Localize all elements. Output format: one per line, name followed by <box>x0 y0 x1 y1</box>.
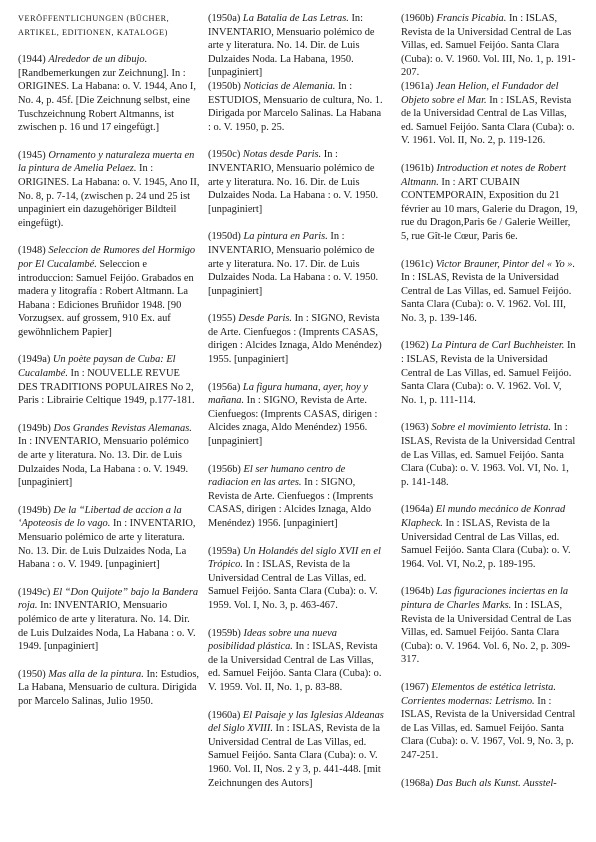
entry-title: El Paisaje y las Iglesias Aldeanas del Siglo XVIII. <box>208 709 384 735</box>
entry-title: Seleccion de Rumores del Hormigo por El Cucalambé. <box>18 245 196 270</box>
bibliography-entry <box>401 339 579 407</box>
entry-title: Ideas sobre una nueva posibilidad plástica. <box>208 627 337 653</box>
entry-reference: (1960a) <box>208 709 243 721</box>
entry-reference: (1949a) <box>18 354 53 366</box>
entry-title: Alrededor de un dibujo. <box>48 54 148 66</box>
entry-details: In : ISLAS, Revista de la Universidad Central de Las Villas, ed. Samuel Feijóo. Santa Clara (Cuba): o. V. 1963. Vol. VI, No. 1, p. 141-148. <box>401 422 576 488</box>
bibliography-entry <box>208 627 386 695</box>
entry-paragraph <box>401 777 579 791</box>
entry-details: In : ORIGINES. La Habana: o. V. 1945, Ano II, No. 8, p. 7-14, (zwischen p. 24 und 25 ist unpaginiert ein dazugehöriger Bildteil eingefügt). <box>18 163 200 229</box>
entry-paragraph <box>401 12 579 80</box>
entry-reference: (1950a) <box>208 13 243 24</box>
entry-reference: (1949b) <box>18 422 54 434</box>
entry-details: In : ISLAS, Revista de la Universidad Central de Las Villas, ed. Samuel Feijóo. Santa Clara (Cuba): o. V. 1959. Vol. II, No. 1, p. 83-88. <box>208 641 382 693</box>
entry-paragraph <box>401 503 579 571</box>
entries-column-3 <box>401 12 579 790</box>
entry-details: In : INVENTARIO, Mensuario polémico de arte y literatura. No. 13. Dir. de Luis Dulzaides Noda, La Habana : o. V. 1949. [unpaginiert] <box>18 436 189 489</box>
entry-paragraph <box>18 422 200 490</box>
entry-title: Francis Picabia. <box>436 13 507 24</box>
entry-paragraph <box>18 353 200 407</box>
entry-reference: (1963) <box>401 422 432 434</box>
entry-reference: (1961a) <box>401 80 436 92</box>
entry-reference: (1956b) <box>208 463 244 475</box>
entry-reference: (1948) <box>18 245 49 257</box>
bibliography-entry <box>401 503 579 571</box>
entry-reference: (1959a) <box>208 545 243 557</box>
entry-title: Noticias de Alemania. <box>243 80 336 92</box>
entry-paragraph <box>208 381 386 449</box>
entry-title: La Batalia de Las Letras. <box>242 13 349 24</box>
entry-title: Sobre el movimiento letrista. <box>431 422 551 434</box>
entry-details: [Randbemerkungen zur Zeichnung]. In : ORIGINES. La Habana: o. V. 1944, Ano I, No. 4, p. 45f. [Die Zeichnung selbst, eine Tuschzeichnung Robert Altmanns, ist zwischen p. 16 und 17 eingefügt.] <box>18 67 196 134</box>
entry-reference: (1950c) <box>208 149 243 161</box>
entry-reference: (1949c) <box>18 586 53 598</box>
bibliography-entry <box>18 53 200 135</box>
entry-details: In : ESTUDIOS, Mensuario de cultura, No. 1. Dirigada por Marcelo Salinas. La Habana : o. V. 1950, p. 25. <box>208 80 383 133</box>
bibliography-entry <box>401 681 579 763</box>
entry-title: Las figuraciones inciertas en la pintura de Charles Marks. <box>401 586 569 611</box>
entry-title: El ser humano centro de radiacion en las artes. <box>208 463 346 489</box>
entry-reference: (1944) <box>18 54 49 66</box>
entry-paragraph <box>208 148 386 216</box>
bibliography-entry <box>208 148 386 216</box>
entry-details: In : SIGNO, Revista de Arte. Cienfuegos: (Imprents CASAS, dirigen : Alcides znaga, Aldo Menéndez) 1956. [unpaginiert] <box>208 395 378 448</box>
entry-details: In : ISLAS, Revista de la Universidad Central de Las Villas, ed. Samuel Feijóo. Santa Clara (Cuba): o. V. 1959. Vol. I, No. 3, p. 463-467. <box>208 559 378 611</box>
entry-details: Seleccion e introduccion: Samuel Feijóo. Grabados en madera y litografía : Robert Altmann. La Habana : Ediciones Bruñidor 1948. [90 Vorzugsex. auf grossem, 910 Ex. auf gewöhnlichem Papier] <box>18 258 194 338</box>
entry-title: De la “Libertad de accion a la ‘Apoteosis de lo vago. <box>18 504 182 530</box>
entry-title: Un Holandés del siglo XVII en el Trópico. <box>208 545 381 571</box>
entry-reference: (1950) <box>18 668 49 680</box>
entry-paragraph <box>208 12 386 80</box>
entry-details: In: Estudios, La Habana, Mensuario de cultura. Dirigida por Marcelo Salinas, Julio 1950. <box>18 668 199 707</box>
entry-paragraph <box>401 162 579 244</box>
entry-details: In : ISLAS, Revista de la Universidad Central de Las Villas, ed. Samuel Feijóo. Santa Clara (Cuba): o. V. 1961. Vol. II, No. 2, p. 119-126. <box>401 94 575 147</box>
entry-details: In : NOUVELLE REVUE DES TRADITIONS POPULAIRES No 2, Paris : Librairie Celtique 1949, p.177-181. <box>18 368 195 407</box>
entry-paragraph <box>208 627 386 695</box>
entry-details: In : ISLAS, Revista de la Universidad Central de Las Villas, ed. Samuel Feijóo. Santa Clara (Cuba): o. V. 1960. Vol. III, No. 1, p. 191-207. <box>401 13 576 79</box>
bibliography-entry <box>208 12 386 134</box>
bibliography-entry <box>18 149 200 231</box>
column-2 <box>208 12 386 804</box>
entry-reference: (1964b) <box>401 586 437 598</box>
entry-reference: (1960b) <box>401 13 437 24</box>
bibliography-entry <box>401 162 579 244</box>
entry-details: In : SIGNO, Revista de Arte. Cienfuegos : (Imprents CASAS, dirigen : Alcides Iznaga, Aldo Menéndez) 1956. [unpaginiert] <box>208 477 374 529</box>
entry-paragraph <box>208 80 386 134</box>
entry-reference: (1950d) <box>208 231 244 243</box>
entry-paragraph <box>208 709 386 791</box>
entry-paragraph <box>18 149 200 231</box>
entry-details: In : INVENTARIO, Mensuario polémico de arte y literatura. No. 13. Dir. de Luis Dulzaides Noda, La Habana : o. V. 1949. [unpaginiert] <box>18 518 196 571</box>
entry-title: Introduction et notes de Robert Altmann. <box>401 162 566 188</box>
bibliography-entry <box>18 668 200 709</box>
column-1 <box>18 12 200 723</box>
entry-details: In : INVENTARIO, Mensuario polémico de arte y literatura. No. 16. Dir. de Luis Dulzaides Noda. La Habana : o. V. 1950. [unpaginiert] <box>208 149 379 215</box>
bibliography-entry <box>208 312 386 366</box>
bibliography-entry <box>18 244 200 339</box>
entry-paragraph <box>208 230 386 298</box>
entry-title: El “Don Quijote” bajo la Bandera roja. <box>18 586 199 612</box>
bibliography-entry <box>208 463 386 531</box>
entry-reference: (1945) <box>18 149 49 161</box>
entry-reference: (1959b) <box>208 627 244 639</box>
entry-details: In : INVENTARIO, Mensuario polémico de arte y literatura. No. 17. Dir. de Luis Dulzaides Noda. La Habana : o. V. 1950. [unpaginiert] <box>208 231 379 297</box>
bibliography-entry <box>18 504 200 572</box>
bibliography-entry <box>18 353 200 407</box>
entry-reference: (1955) <box>208 313 239 325</box>
bibliography-entry <box>208 545 386 613</box>
entry-title: La figura humana, ayer, hoy y mañana. <box>208 381 368 407</box>
entry-reference: (1961b) <box>401 162 437 174</box>
entry-title: Elementos de estética letrista. Corrientes modernas: Letrismo. <box>401 681 556 707</box>
entry-title: Mas alla de la pintura. <box>48 668 144 680</box>
entry-paragraph <box>18 53 200 135</box>
entry-reference: (1968a) <box>401 777 436 789</box>
entry-title: Das Buch als Kunst. Ausstel- <box>435 777 557 789</box>
entry-paragraph <box>18 244 200 339</box>
entry-details: In : ISLAS, Revista de la Universidad Central de Las Villas, ed. Samuel Feijóo. Santa Clara (Cuba): o. V. 1964. Vol. VI, No.2, p. 189-195. <box>401 518 571 570</box>
entry-title: Un poète paysan de Cuba: El Cucalambé. <box>18 354 176 380</box>
entry-paragraph <box>401 339 579 407</box>
column-3 <box>401 12 579 790</box>
bibliography-entry <box>401 12 579 148</box>
entry-title: Notas desde Paris. <box>242 149 322 161</box>
entry-details: In : ISLAS, Revista de la Universidad Central de Las Villas, ed. Samuel Feijóo. Santa Clara (Cuba): o. V. 1962. Vol. III, No. 3, p. 139-146. <box>401 272 572 324</box>
entry-title: La pintura en Paris. <box>243 231 328 243</box>
entry-reference: (1962) <box>401 340 432 352</box>
bibliography-entry <box>208 709 386 791</box>
entry-reference: (1949b) <box>18 504 54 516</box>
entry-reference: (1961c) <box>401 258 436 270</box>
bibliography-entry <box>401 258 579 326</box>
entry-title: Jean Helion, el Fundador del Objeto sobre el Mar. <box>401 80 559 106</box>
bibliography-entry <box>208 230 386 298</box>
entry-details: In : SIGNO, Revista de Arte. Cienfuegos : (Imprents CASAS, dirigen : Alcides Iznaga, Aldo Menéndez) 1955. [unpaginiert] <box>208 313 382 366</box>
entry-details: In: INVENTARIO, Mensuario polémico de arte y literatura. No. 14. Dir. de Luis Dulzaides Noda, La Habana : o. V. 1949. [unpaginiert] <box>18 600 196 653</box>
bibliography-entry <box>401 421 579 489</box>
entry-title: El mundo mecánico de Konrad Klapheck. <box>401 504 566 529</box>
entry-reference: (1956a) <box>208 381 243 393</box>
bibliography-entry <box>18 586 200 654</box>
entry-title: Ornamento y naturaleza muerta en la pintura de Amelia Pelaez. <box>18 149 195 175</box>
entry-reference: (1950b) <box>208 80 244 92</box>
entry-paragraph <box>401 258 579 326</box>
entry-paragraph <box>401 681 579 763</box>
entry-details: In : ISLAS, Revista de la Universidad Central de Las Villas, ed. Samuel Feijóo. Santa Clara (Cuba): o. V. 1967, Vol. 9, No. 3, p. 247-251. <box>401 695 576 761</box>
entry-details: In : ART CUBAIN CONTEMPORAIN, Exposition du 21 février au 10 mars, Galerie du Dragon, 19, rue du Dragon,Paris 6e / Galerie Weiller, 5, rue Gît-le Cœur, Paris 6e. <box>401 176 578 242</box>
entry-paragraph <box>401 585 579 667</box>
bibliography-entry <box>401 585 579 667</box>
bibliography-entry <box>401 777 579 791</box>
entry-paragraph <box>401 80 579 148</box>
entry-paragraph <box>18 586 200 654</box>
entry-paragraph <box>208 545 386 613</box>
entry-paragraph <box>18 668 200 709</box>
entry-title: La Pintura de Carl Buchheister. <box>431 340 565 352</box>
entry-paragraph <box>208 312 386 366</box>
section-heading: VERÖFFENTLICHUNGEN (BÜCHER, ARTIKEL, EDITIONEN, KATALOGE) <box>18 14 170 37</box>
bibliography-entry <box>18 422 200 490</box>
entries-column-1 <box>18 53 200 708</box>
entry-title: Dos Grandes Revistas Alemanas. <box>53 422 192 434</box>
entry-paragraph <box>208 463 386 531</box>
entry-details: In : ISLAS, Revista de la Universidad Central de Las Villas, ed. Samuel Feijóo. Santa Clara (Cuba): o. V. 1964. Vol. 6, No. 2, p. 309-317. <box>401 599 572 666</box>
entry-paragraph <box>18 504 200 572</box>
entry-title: Victor Brauner, Pintor del « Yo ». <box>435 258 576 270</box>
entry-paragraph <box>401 421 579 489</box>
entries-column-2 <box>208 12 386 790</box>
entry-details: In: INVENTARIO, Mensuario polémico de arte y literatura. No. 14. Dir. de Luis Dulzaides Noda. La Habana, 1950. [unpaginiert] <box>208 13 375 79</box>
entry-reference: (1967) <box>401 681 432 693</box>
entry-details: In : ISLAS, Revista de la Universidad Central de Las Villas, ed. Samuel Feijóo. Santa Clara (Cuba): o. V. 1960. Vol. II, Nos. 2 y 3, p. 441-448. [mit Zeichnungen des Autors] <box>208 723 381 789</box>
entry-reference: (1964a) <box>401 504 436 516</box>
entry-title: Desde Paris. <box>238 313 292 325</box>
bibliography-entry <box>208 381 386 449</box>
entry-details: In : ISLAS, Revista de la Universidad Central de Las Villas, ed. Samuel Feijóo. Santa Clara (Cuba): o. V. 1962. Vol. V, No. 1, p. 111-114. <box>401 340 576 406</box>
